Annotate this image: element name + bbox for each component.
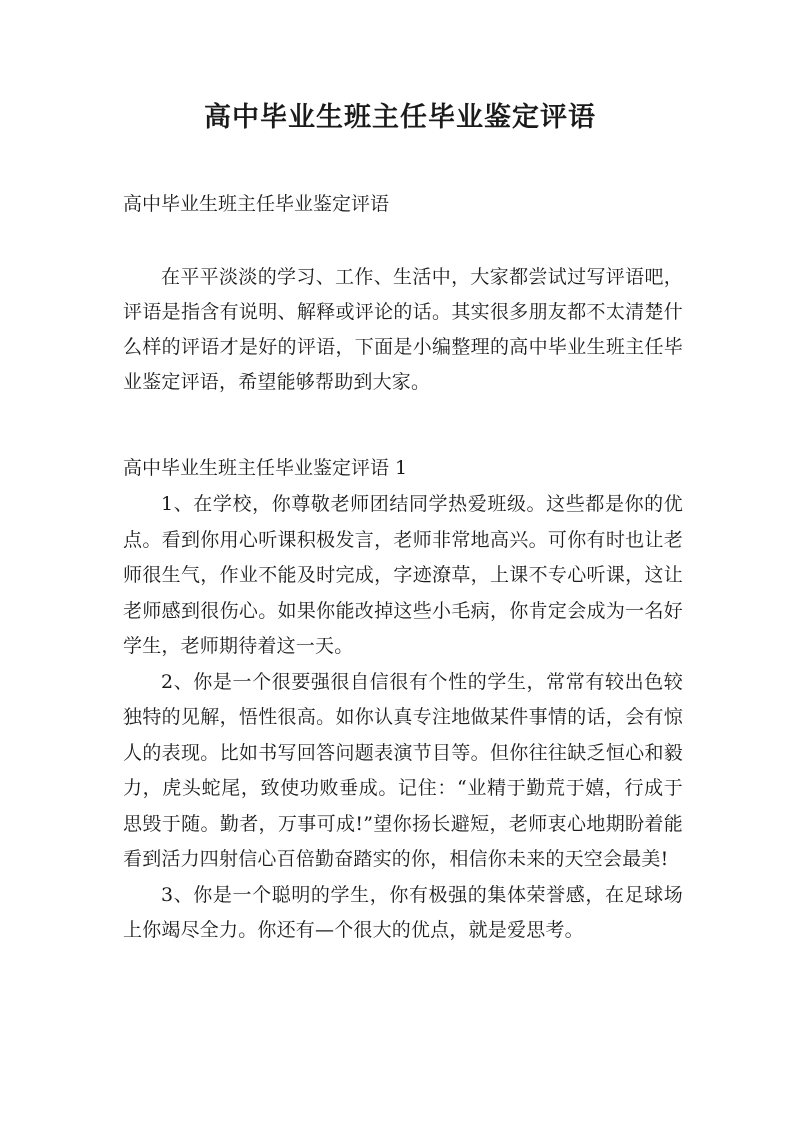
comment-list xyxy=(123,487,683,949)
comment-paragraph-1: 1、在学校，你尊敬老师团结同学热爱班级。这些都是你的优点。看到你用心听课积极发言，老师非常地高兴。可你有时也让老师很生气，作业不能及时完成，字迹潦草，上课不专心听课，这让老师感到很伤心。如果你能改掉这些小毛病，你肯定会成为一名好学生，老师期待着这一天。 xyxy=(123,493,683,657)
comment-paragraph-2: 2、你是一个很要强很自信很有个性的学生，常常有较出色较独特的见解，悟性很高。如你认真专注地做某件事情的话，会有惊人的表现。比如书写回答问题表演节目等。但你往往缺乏恒心和毅力，虎头蛇尾，致使功败垂成。记住：“业精于勤荒于嬉，行成于思毁于随。勤者，万事可成!”望你扬长避短，老师衷心地期盼着能看到活力四射信心百倍勤奋踏实的你，相信你未来的天空会最美! xyxy=(123,670,683,870)
comment-paragraph-3: 3、你是一个聪明的学生，你有极强的集体荣誉感，在足球场上你竭尽全力。你还有—个很大的优点，就是爱思考。 xyxy=(123,883,683,941)
intro-paragraph: 在平平淡淡的学习、工作、生活中，大家都尝试过写评语吧，评语是指含有说明、解释或评论的话。其实很多朋友都不太清楚什么样的评语才是好的评语，下面是小编整理的高中毕业生班主任毕业鉴定评语，希望能够帮助到大家。 xyxy=(123,266,683,393)
document-title: 高中毕业生班主任毕业鉴定评语 xyxy=(204,102,596,133)
section-heading: 高中毕业生班主任毕业鉴定评语 1 xyxy=(123,457,408,479)
document-subtitle: 高中毕业生班主任毕业鉴定评语 xyxy=(123,193,390,215)
